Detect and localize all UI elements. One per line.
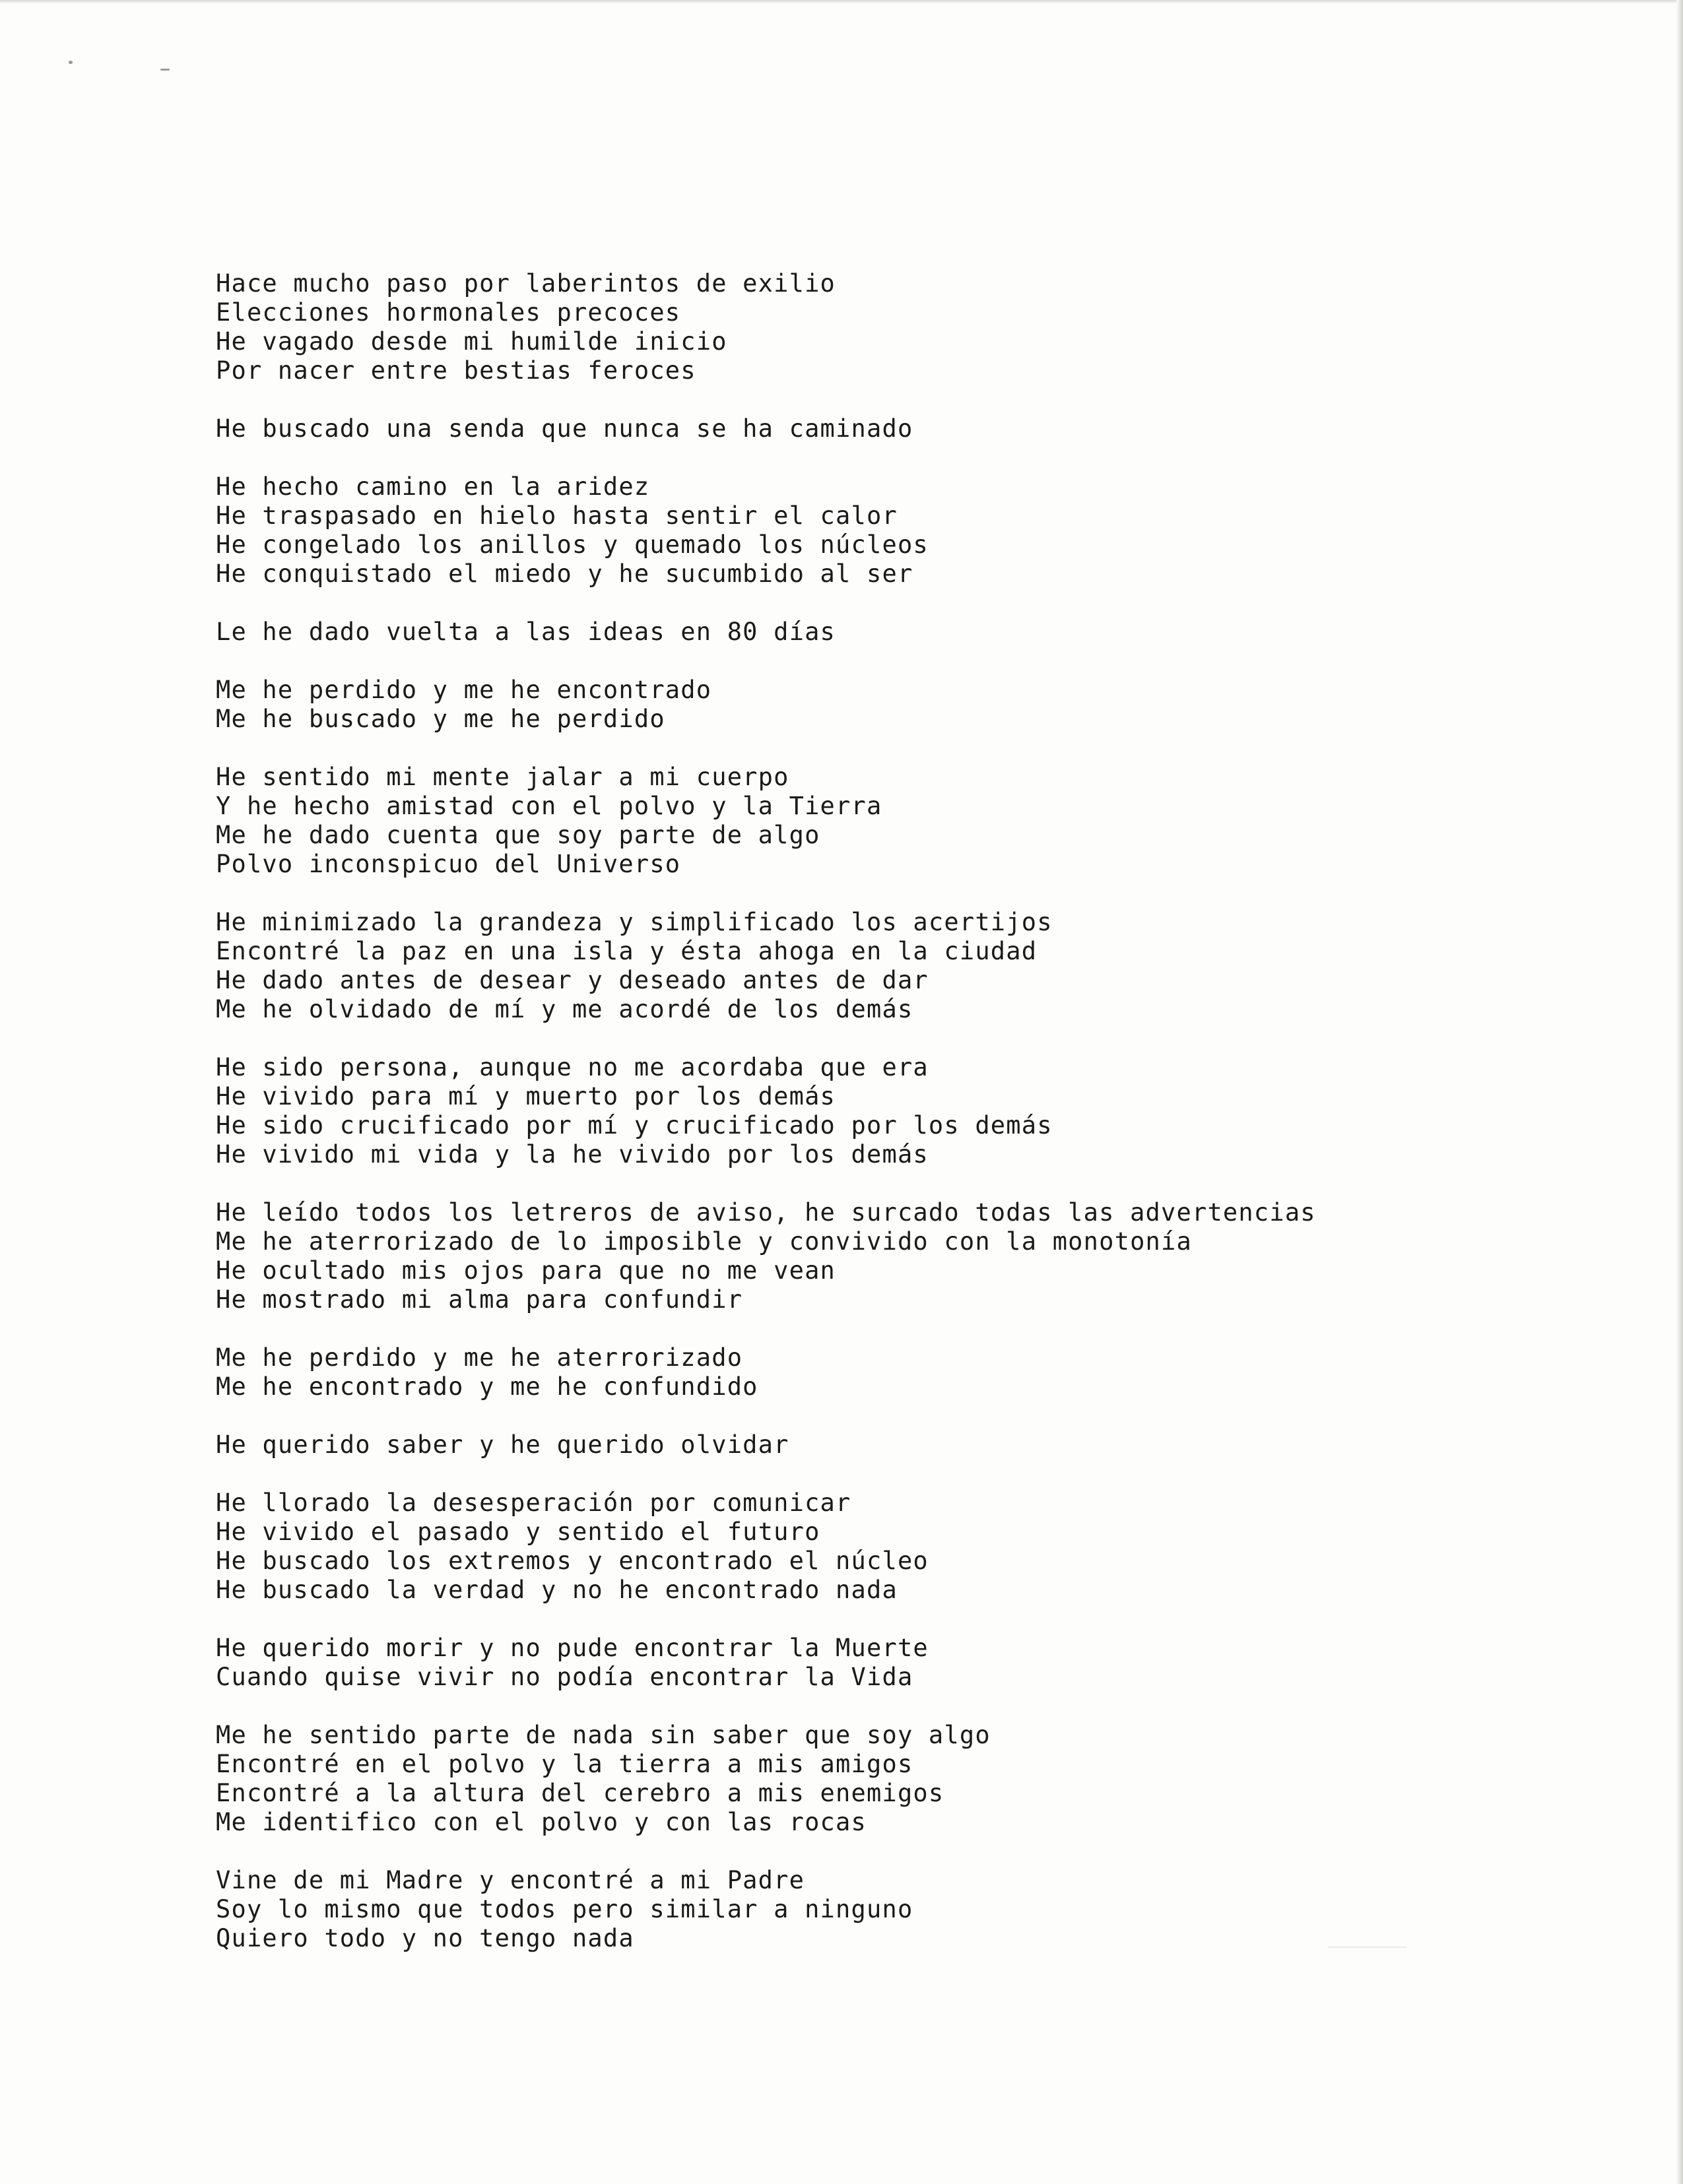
poem-line: He hecho camino en la aridez [216,472,650,501]
poem-line: He mostrado mi alma para confundir [216,1285,743,1314]
poem-line: Me he encontrado y me he confundido [216,1372,758,1401]
page-right-edge [1676,0,1683,2184]
poem-line: Por nacer entre bestias feroces [216,356,696,385]
poem-stanza [216,1489,1602,1605]
poem-stanza [216,269,1602,385]
poem-stanza [216,1866,1602,1953]
poem-line: He minimizado la grandeza y simplificado los acertijos [216,908,1053,936]
poem-line: He vivido para mí y muerto por los demás [216,1082,836,1110]
poem-line: He buscado una senda que nunca se ha caminado [216,414,913,443]
poem-line: He sido crucificado por mí y crucificado por los demás [216,1111,1053,1140]
poem-line: Polvo inconspicuo del Universo [216,850,681,878]
poem-line: He vagado desde mi humilde inicio [216,327,727,356]
poem-line: Me he buscado y me he perdido [216,705,665,733]
poem-line: Me identifico con el polvo y con las rocas [216,1808,867,1836]
poem-line: Encontré la paz en una isla y ésta ahoga en la ciudad [216,937,1038,965]
poem-stanza [216,908,1602,1024]
poem-stanza [216,472,1602,589]
poem-line: Me he perdido y me he encontrado [216,676,712,704]
poem-line: Encontré en el polvo y la tierra a mis amigos [216,1750,913,1778]
poem-line: Me he sentido parte de nada sin saber que soy algo [216,1721,991,1749]
poem-line: Me he aterrorizado de lo imposible y convivido con la monotonía [216,1227,1192,1256]
poem-line: Encontré a la altura del cerebro a mis enemigos [216,1779,944,1807]
poem-line: Hace mucho paso por laberintos de exilio [216,269,836,298]
paper-speck [160,69,170,71]
poem-line: He buscado la verdad y no he encontrado nada [216,1576,898,1604]
poem-stanza [216,1053,1602,1169]
poem-line: Cuando quise vivir no podía encontrar la Vida [216,1663,913,1691]
poem-line: He sido persona, aunque no me acordaba que era [216,1053,929,1081]
poem-line: Vine de mi Madre y encontré a mi Padre [216,1866,805,1894]
poem-stanza [216,1721,1602,1837]
poem-line: Me he dado cuenta que soy parte de algo [216,821,820,849]
poem-line: He ocultado mis ojos para que no me vean [216,1256,836,1285]
poem-line: He congelado los anillos y quemado los núcleos [216,530,929,559]
poem-stanza [216,1198,1602,1314]
poem-line: Me he olvidado de mí y me acordé de los demás [216,995,913,1023]
poem-stanza [216,1634,1602,1692]
poem-line: Le he dado vuelta a las ideas en 80 días [216,618,836,646]
poem-line: He conquistado el miedo y he sucumbido al ser [216,560,913,588]
poem-line: He sentido mi mente jalar a mi cuerpo [216,763,789,791]
poem-line: He querido saber y he querido olvidar [216,1430,789,1459]
poem-line: Soy lo mismo que todos pero similar a ninguno [216,1895,913,1923]
page-top-edge [0,0,1683,4]
poem-line: He vivido mi vida y la he vivido por los demás [216,1140,929,1169]
poem-line: He llorado la desesperación por comunicar [216,1489,851,1517]
poem-line: He querido morir y no pude encontrar la Muerte [216,1634,929,1662]
poem-stanza [216,763,1602,879]
poem-line: He leído todos los letreros de aviso, he surcado todas las advertencias [216,1198,1316,1227]
poem-stanza [216,1430,1602,1460]
poem-line: Y he hecho amistad con el polvo y la Tierra [216,792,882,820]
poem-stanza [216,1343,1602,1401]
poem-line: Elecciones hormonales precoces [216,298,681,327]
poem-line: He vivido el pasado y sentido el futuro [216,1518,820,1546]
poem-stanza [216,618,1602,647]
poem-line: He buscado los extremos y encontrado el núcleo [216,1547,929,1575]
poem-line: Me he perdido y me he aterrorizado [216,1343,743,1372]
poem-stanza [216,414,1602,443]
poem-line: He traspasado en hielo hasta sentir el calor [216,501,898,530]
poem-body [216,269,1602,1982]
paper-speck [69,61,73,64]
poem-line: Quiero todo y no tengo nada [216,1924,634,1952]
poem-stanza [216,676,1602,734]
poem-line: He dado antes de desear y deseado antes de dar [216,966,929,994]
